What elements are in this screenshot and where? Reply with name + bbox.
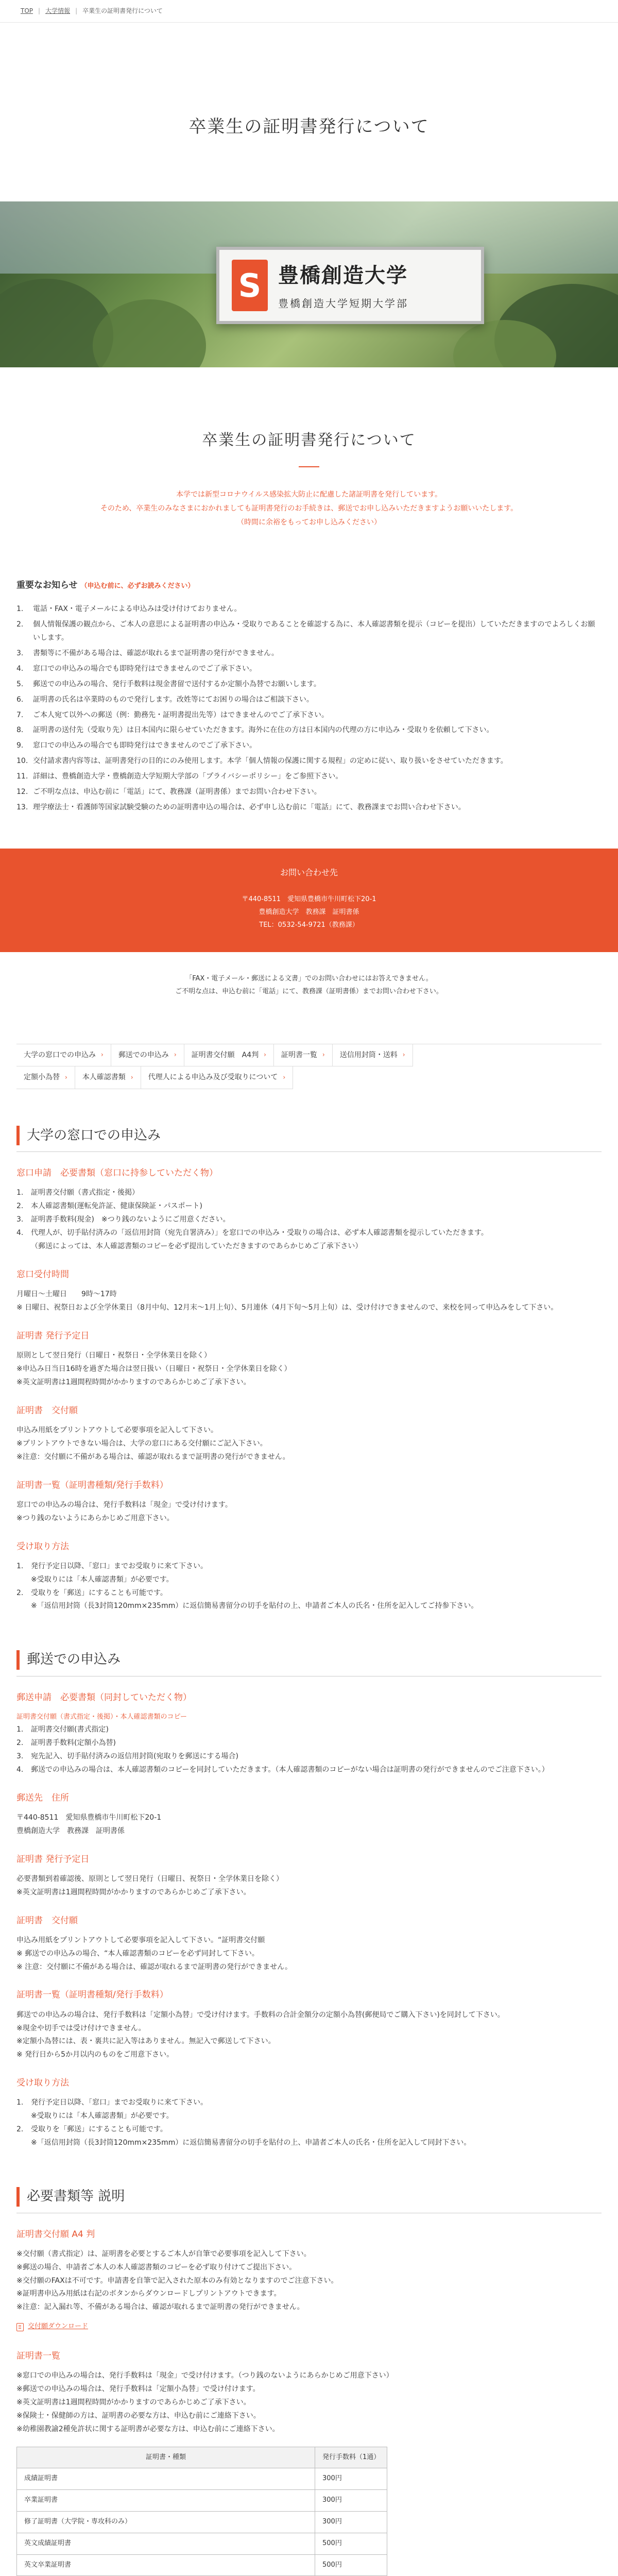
list-text: 証明書の送付先（受取り先）は日本国内に限らせていただきます。海外に在住の方は日本国内の代理の方に申込み・受取りを依頼して下さい。 bbox=[33, 726, 494, 735]
window-required-heading: 窓口申請 必要書類（窓口に持参していただく物） bbox=[16, 1168, 218, 1179]
table-row bbox=[17, 2533, 387, 2554]
form-line: ※ 注意：交付願に不備がある場合は、確認が取れるまで証明書の発行ができません。 bbox=[16, 1962, 293, 1971]
mail-required-heading bbox=[16, 1691, 602, 1705]
sign-university-name: 豊橋創造大学 bbox=[278, 264, 408, 288]
document-icon bbox=[16, 2323, 24, 2331]
breadcrumb-bar bbox=[0, 0, 618, 23]
sign-college-name: 豊橋創造大学短期大学部 bbox=[278, 297, 408, 310]
important-notice-note: （申込む前に、必ずお読みください） bbox=[80, 582, 195, 590]
section-tab[interactable] bbox=[111, 1044, 184, 1066]
window-hours-note: ※ 日曜日、祝祭日および全学休業日（8月中旬、12月末～1月上旬）、5月連休（4月下旬～5月上旬）は、受け付けできませんので、来校を同って申込みをして下さい。 bbox=[16, 1303, 558, 1312]
tab-label: 証明書一覧 bbox=[281, 1050, 317, 1059]
notice-item bbox=[16, 755, 602, 768]
window-hours-text: 月曜日～土曜日 9時～17時 bbox=[16, 1290, 117, 1299]
section-tab[interactable] bbox=[274, 1044, 333, 1066]
receive-item bbox=[16, 2096, 602, 2110]
receive-item bbox=[16, 2137, 602, 2150]
list-number: 10. bbox=[16, 757, 28, 766]
certificate-fee-cell: 500円 bbox=[315, 2533, 387, 2554]
heading-accent-bar bbox=[16, 1126, 20, 1145]
lead-line: 本学では新型コロナウイルス感染拡大防止に配慮した諸証明書を発行しています。 bbox=[176, 490, 442, 499]
list-number: 2. bbox=[16, 2125, 24, 2134]
table-row bbox=[17, 2512, 387, 2533]
chevron-right-icon: › bbox=[130, 1073, 133, 1081]
list-text: 証明書手数料(現金) ※つり銭のないようにご用意ください。 bbox=[31, 1215, 230, 1224]
list-text: ※受取りには「本人確認書類」が必要です。 bbox=[31, 1575, 174, 1584]
heading-accent-bar bbox=[16, 1650, 20, 1670]
mail-form-heading: 証明書 交付願 bbox=[16, 1915, 78, 1926]
notice-item bbox=[16, 724, 602, 737]
form-line: ※証明書申込み用紙は右記のボタンからダウンロードしプリントアウトできます。 bbox=[16, 2290, 281, 2298]
list-number bbox=[16, 2137, 31, 2150]
mail-form-text bbox=[16, 1934, 602, 1974]
notice-item bbox=[16, 739, 602, 753]
mail-address-heading: 郵送先 住所 bbox=[16, 1792, 69, 1803]
important-notice-list bbox=[16, 603, 602, 814]
important-notice-heading bbox=[16, 579, 602, 592]
receive-item bbox=[16, 2110, 602, 2123]
list-number: 11. bbox=[16, 772, 28, 781]
breadcrumb-current: 卒業生の証明書発行について bbox=[82, 7, 163, 14]
mail-fee-heading: 証明書一覧（証明書種類/発行手数料） bbox=[16, 1990, 168, 2001]
chevron-right-icon: › bbox=[65, 1073, 67, 1081]
list-number: 1. bbox=[16, 1189, 24, 1197]
list-text: 発行予定日以降、「窓口」までお受取りに来て下さい。 bbox=[31, 2098, 208, 2107]
list-text: 受取りを「郵送」にすることも可能です。 bbox=[31, 1588, 167, 1597]
fee-table bbox=[16, 2447, 387, 2576]
receive-item bbox=[16, 1560, 602, 1573]
list-text: 書類等に不備がある場合は、確認が取れるまで証明書の発行ができません。 bbox=[33, 649, 279, 658]
address-line: 豊橋創造大学 教務課 証明書係 bbox=[16, 1826, 125, 1835]
list-text: ご不明な点は、申込む前に「電話」にて、教務課（証明書係）までお問い合わせ下さい。 bbox=[33, 788, 321, 796]
certificate-note-line: ※英文証明書は1週間程時間がかかりますのであらかじめご了承下さい。 bbox=[16, 2398, 251, 2406]
certificate-type-cell: 英文卒業証明書 bbox=[17, 2554, 315, 2576]
window-issue-text bbox=[16, 1349, 602, 1389]
tab-label: 代理人による申込み及び受取りについて bbox=[148, 1073, 278, 1082]
certificate-note-line: ※窓口での申込みの場合は、発行手数料は「現金」で受け付けます。（つり銭のないようにあらかじめご用意下さい） bbox=[16, 2371, 393, 2380]
list-text: 宛先記入、切手貼付済みの返信用封筒(宛取りを郵送にする場合) bbox=[31, 1752, 238, 1760]
list-text: ご本人宛て以外への郵送（例：勤務先・証明書提出先等）はできませんのでご了承下さい。 bbox=[33, 710, 329, 719]
list-number: 2. bbox=[16, 1739, 24, 1747]
required-item bbox=[16, 1723, 602, 1737]
list-number: 1. bbox=[16, 1725, 24, 1734]
chevron-right-icon: › bbox=[283, 1073, 286, 1081]
list-number: 1. bbox=[16, 605, 24, 614]
mail-receive-list bbox=[16, 2096, 602, 2150]
table-row bbox=[17, 2490, 387, 2512]
list-number bbox=[16, 2110, 31, 2123]
certificate-fee-cell: 300円 bbox=[315, 2490, 387, 2512]
contact-note-line: 「FAX・電子メール・郵送による文書」でのお問い合わせにはお答えできません。 bbox=[185, 975, 433, 983]
address-line: 〒440-8511 愛知県豊橋市牛川町松下20-1 bbox=[16, 1813, 162, 1822]
list-number: 12. bbox=[16, 788, 28, 796]
chevron-right-icon: › bbox=[402, 1051, 405, 1059]
list-text: 本人確認書類(運転免許証、健康保険証・パスポート) bbox=[31, 1202, 202, 1211]
university-logo: S bbox=[232, 260, 268, 311]
notice-item bbox=[16, 709, 602, 722]
certificate-fee-cell: 300円 bbox=[315, 2512, 387, 2533]
heading-accent-bar bbox=[16, 2187, 20, 2207]
fee-table-header: 発行手数料（1通） bbox=[315, 2447, 387, 2468]
fee-line: ※ 発行日から5か月以内のものをご用意下さい。 bbox=[16, 2050, 174, 2059]
contact-title: お問い合わせ先 bbox=[280, 867, 338, 877]
download-form-label: 交付願ダウンロード bbox=[28, 2323, 89, 2331]
window-hours-heading: 窓口受付時間 bbox=[16, 1269, 69, 1280]
contact-office: 豊橋創造大学 教務課 証明書係 bbox=[259, 908, 359, 917]
window-receive-heading: 受け取り方法 bbox=[16, 1541, 69, 1552]
list-text: 理学療法士・看護師等国家試験受験のための証明書申込の場合は、必ず申し込む前に「電話」にて、教務課までお問い合わせ下さい。 bbox=[33, 803, 466, 811]
list-text: 交付請求書内容等は、証明書発行の目的にのみ使用します。本学「個人情報の保護に関する規程」の定めに従い、取り扱いをさせていただきます。 bbox=[33, 757, 508, 766]
tab-label: 送信用封筒・送料 bbox=[339, 1050, 398, 1059]
certificate-fee-cell: 300円 bbox=[315, 2468, 387, 2490]
breadcrumb-home-link[interactable]: TOP bbox=[21, 7, 33, 14]
tab-row bbox=[16, 1044, 602, 1066]
certificate-note-line: ※幼稚園教諭2種免許状に関する証明書が必要な方は、申込む前にご連絡下さい。 bbox=[16, 2425, 280, 2433]
notice-item bbox=[16, 770, 602, 784]
list-number: 4. bbox=[16, 1765, 24, 1774]
form-line: 申込み用紙をプリントアウトして必要事項を記入して下さい。 bbox=[16, 1426, 218, 1434]
notice-item bbox=[16, 678, 602, 691]
list-number: 13. bbox=[16, 803, 28, 811]
list-text: 詳細は、豊橋創造大学・豊橋創造大学短期大学部の「プライバシーポリシー」をご参照下さい。 bbox=[33, 772, 343, 781]
required-item bbox=[16, 1227, 602, 1240]
certificate-list-text bbox=[16, 2369, 602, 2436]
tab-label: 大学の窓口での申込み bbox=[24, 1050, 96, 1059]
list-text: 証明書手数料(定額小為替) bbox=[31, 1739, 116, 1747]
list-number: 1. bbox=[16, 2098, 24, 2107]
form-line: ※交付願（書式指定）は、証明書を必要とするご本人が自筆で必要事項を記入して下さい。 bbox=[16, 2249, 311, 2258]
mail-section-title: 郵送での申込み bbox=[27, 1652, 121, 1668]
issue-line: ※申込み日当日16時を過ぎた場合は翌日扱い（日曜日・祝祭日・全学休業日を除く） bbox=[16, 1364, 291, 1373]
window-form-text bbox=[16, 1424, 602, 1464]
window-receive-list bbox=[16, 1560, 602, 1614]
mail-required-sub: 証明書交付願（書式指定・後掲）・本人確認書類のコピー bbox=[16, 1713, 187, 1721]
section-tab[interactable] bbox=[184, 1044, 274, 1066]
issue-line: 原則として翌日発行（日曜日・祝祭日・全学休業日を除く） bbox=[16, 1351, 211, 1360]
mail-required-list bbox=[16, 1723, 602, 1777]
window-fee-text bbox=[16, 1499, 602, 1526]
list-text: 窓口での申込みの場合でも即時発行はできませんのでご了承下さい。 bbox=[33, 664, 256, 673]
list-text: 郵送での申込みの場合、発行手数料は現金書留で送付するか定額小為替でお願いします。 bbox=[33, 680, 321, 688]
notice-item bbox=[16, 647, 602, 660]
form-line: ※プリントアウトできない場合は、大学の窓口にある交付願にご記入下さい。 bbox=[16, 1439, 267, 1448]
mail-issue-heading: 証明書 発行予定日 bbox=[16, 1854, 90, 1865]
title-underline bbox=[299, 466, 319, 467]
certificate-type-cell: 卒業証明書 bbox=[17, 2490, 315, 2512]
list-number: 3. bbox=[16, 1215, 24, 1224]
list-number: 6. bbox=[16, 695, 24, 704]
documents-form-heading: 証明書交付願 A4 判 bbox=[16, 2229, 95, 2240]
required-item bbox=[16, 1764, 602, 1777]
documents-form-text bbox=[16, 2248, 602, 2314]
list-text: ※「返信用封筒（長3封筒120mm×235mm）に返信簡易書留分の切手を貼付の上、申請者ご本人の氏名・住所を記入してご持参下さい。 bbox=[31, 1602, 478, 1611]
chevron-right-icon: › bbox=[174, 1051, 177, 1059]
list-number: 2. bbox=[16, 1202, 24, 1211]
list-number: 3. bbox=[16, 649, 24, 658]
hero-image bbox=[0, 201, 618, 367]
required-item bbox=[16, 1213, 602, 1227]
contact-note bbox=[0, 973, 618, 998]
list-number: 9. bbox=[16, 741, 24, 750]
list-text: 受取りを「郵送」にすることも可能です。 bbox=[31, 2125, 167, 2134]
window-required-list bbox=[16, 1187, 602, 1240]
form-line: ※郵送の場合、申請者ご本人の本人確認書類のコピーを必ず取り付けてご提出下さい。 bbox=[16, 2263, 297, 2272]
issue-line: ※英文証明書は1週間程時間がかかりますのであらかじめご了承下さい。 bbox=[16, 1378, 251, 1386]
list-number: 4. bbox=[16, 1229, 24, 1238]
documents-section-title: 必要書類等 説明 bbox=[27, 2188, 125, 2204]
section-tab[interactable] bbox=[16, 1066, 75, 1089]
tab-label: 郵送での申込み bbox=[118, 1050, 169, 1059]
list-number: 2. bbox=[16, 1588, 24, 1597]
window-form-heading: 証明書 交付願 bbox=[16, 1405, 78, 1416]
notice-item bbox=[16, 663, 602, 676]
section-title: 卒業生の証明書発行について bbox=[202, 431, 416, 450]
section-tab[interactable] bbox=[141, 1066, 294, 1089]
notice-item bbox=[16, 618, 602, 645]
list-text: 郵送での申込みの場合は、本人確認書類のコピーを同封していただきます。（本人確認書類のコピーがない場合は証明書の発行ができませんのでご注意下さい。） bbox=[31, 1765, 549, 1774]
lead-text bbox=[0, 488, 618, 529]
certificate-type-cell: 修了証明書（大学院・専攻科のみ） bbox=[17, 2512, 315, 2533]
list-number bbox=[16, 1600, 31, 1613]
important-notice-title: 重要なお知らせ bbox=[16, 580, 78, 591]
certificate-note-line: ※保険士・保健師の方は、証明書の必要な方は、申込む前にご連絡下さい。 bbox=[16, 2411, 261, 2420]
list-text: 代理人が、切手貼付済みの「返信用封筒（宛先自署済み）」を窓口での申込み・受取りの場合は、必ず本人確認書類を提示していただきます。 bbox=[31, 1229, 488, 1238]
list-text: 証明書交付願（書式指定・後掲） bbox=[31, 1189, 139, 1197]
contact-phone: TEL：0532-54-9721（教務課） bbox=[259, 921, 359, 929]
list-number: 8. bbox=[16, 726, 24, 735]
lead-line: そのため、卒業生のみなさまにおかれましても証明書発行のお手続きは、郵送でお申し込みいただきますようお願いいたします。 bbox=[100, 504, 518, 513]
mail-required-title: 郵送申請 必要書類（同封していただく物） bbox=[16, 1692, 192, 1703]
chevron-right-icon: › bbox=[264, 1051, 266, 1059]
certificate-type-cell: 英文成績証明書 bbox=[17, 2533, 315, 2554]
list-text: 証明書交付願(書式指定) bbox=[31, 1725, 109, 1734]
hero-tree bbox=[93, 299, 206, 367]
certificate-fee-cell: 500円 bbox=[315, 2554, 387, 2576]
university-sign bbox=[216, 247, 484, 324]
chevron-right-icon: › bbox=[101, 1051, 104, 1059]
chevron-right-icon: › bbox=[322, 1051, 325, 1059]
tab-row bbox=[16, 1066, 602, 1089]
section-tab[interactable] bbox=[16, 1044, 111, 1066]
fee-table-wrapper bbox=[16, 2447, 602, 2576]
fee-table-body bbox=[17, 2468, 387, 2576]
list-text: 窓口での申込みの場合でも即時発行はできませんのでご了承下さい。 bbox=[33, 741, 256, 750]
section-tabs bbox=[16, 1044, 602, 1089]
list-text: ※受取りには「本人確認書類」が必要です。 bbox=[31, 2112, 174, 2121]
list-number: 3. bbox=[16, 1752, 24, 1760]
documents-section-heading bbox=[16, 2186, 602, 2213]
form-line: 申込み用紙をプリントアウトして必要事項を記入して下さい。“証明書交付願 bbox=[16, 1936, 265, 1944]
mail-section-heading bbox=[16, 1649, 602, 1676]
breadcrumb-separator: | bbox=[75, 7, 78, 14]
tab-label: 本人確認書類 bbox=[82, 1073, 126, 1082]
list-number: 1. bbox=[16, 1562, 24, 1570]
fee-line: ※定額小為替には、表・裏共に記入等はありません。無記入で郵送して下さい。 bbox=[16, 2037, 276, 2046]
window-required-note: （郵送によっては、本人確認書類のコピーを必ず提出していただきますのであらかじめご了承下さい） bbox=[31, 1242, 363, 1250]
form-line: ※交付願のFAXは不可です。申請書を自筆で記入された原本のみ有効となりますのでご注意下さい。 bbox=[16, 2276, 338, 2285]
list-text: 証明書の氏名は卒業時のもので発行します。改姓等にてお困りの場合はご相談下さい。 bbox=[33, 695, 314, 704]
issue-line: 必要書類到着確認後、原則として翌日発行（日曜日、祝祭日・全学休業日を除く） bbox=[16, 1874, 283, 1883]
window-section-title: 大学の窓口での申込み bbox=[27, 1127, 161, 1143]
window-fee-heading: 証明書一覧（証明書種類/発行手数料） bbox=[16, 1480, 168, 1490]
required-item bbox=[16, 1187, 602, 1200]
list-number: 5. bbox=[16, 680, 24, 688]
window-issue-heading: 証明書 発行予定日 bbox=[16, 1330, 90, 1341]
fee-line: ※現金や切手では受け付けできません。 bbox=[16, 2024, 146, 2032]
list-text: 個人情報保護の観点から、ご本人の意思による証明書の申込み・受取りであることを確認する為に、本人確認書類を提示（コピーを提出）していただきますのでよろしくお願いします。 bbox=[33, 620, 595, 642]
fee-line: 窓口での申込みの場合は、発行手数料は「現金」で受け付けます。 bbox=[16, 1500, 232, 1509]
certificate-type-cell: 成績証明書 bbox=[17, 2468, 315, 2490]
fee-line: 郵送での申込みの場合は、発行手数料は「定額小為替」で受け付けます。手数料の合計金額分の定額小為替(郵便局でご購入下さい)を同封して下さい。 bbox=[16, 2010, 505, 2019]
notice-item bbox=[16, 801, 602, 815]
certificate-note-line: ※郵送での申込みの場合は、発行手数料は「定額小為替」で受け付けます。 bbox=[16, 2385, 260, 2394]
mail-address-text bbox=[16, 1811, 602, 1838]
form-line: ※注意：交付願に不備がある場合は、確認が取れるまで証明書の発行ができません。 bbox=[16, 1452, 290, 1461]
notice-item bbox=[16, 786, 602, 799]
receive-item bbox=[16, 1600, 602, 1613]
list-number bbox=[16, 1573, 31, 1587]
window-section-heading bbox=[16, 1125, 602, 1153]
table-row bbox=[17, 2554, 387, 2576]
download-form-link[interactable] bbox=[16, 2321, 88, 2332]
notice-item bbox=[16, 603, 602, 616]
list-text: ※「返信用封筒（長3封筒120mm×235mm）に返信簡易書留分の切手を貼付の上、申請者ご本人の氏名・住所を記入して同封下さい。 bbox=[31, 2139, 471, 2147]
required-item bbox=[16, 1750, 602, 1764]
fee-line: ※つり銭のないようにあらかじめご用意下さい。 bbox=[16, 1514, 174, 1522]
tab-label: 証明書交付願 A4判 bbox=[191, 1050, 259, 1059]
list-number: 4. bbox=[16, 664, 24, 673]
section-tab[interactable] bbox=[333, 1044, 413, 1066]
receive-item bbox=[16, 1587, 602, 1600]
breadcrumb-parent-link[interactable]: 大学情報 bbox=[45, 7, 71, 14]
list-number: 7. bbox=[16, 710, 24, 719]
notice-item bbox=[16, 693, 602, 707]
page-title: 卒業生の証明書発行について bbox=[188, 116, 430, 137]
receive-item bbox=[16, 1573, 602, 1587]
receive-item bbox=[16, 2123, 602, 2137]
table-row bbox=[17, 2468, 387, 2490]
lead-line: （時間に余裕をもってお申し込みください） bbox=[237, 518, 381, 527]
list-text: 電話・FAX・電子メールによる申込みは受け付けておりません。 bbox=[33, 605, 242, 614]
form-line: ※注意：記入漏れ等、不備がある場合は、確認が取れるまで証明書の発行ができません。 bbox=[16, 2303, 304, 2312]
form-line: ※ 郵送での申込みの場合、“本人確認書類のコピーを必ず同封して下さい。 bbox=[16, 1949, 259, 1958]
list-number: 2. bbox=[16, 620, 24, 629]
fee-table-header: 証明書・種類 bbox=[17, 2447, 315, 2468]
tab-label: 定額小為替 bbox=[24, 1073, 60, 1082]
required-item bbox=[16, 1200, 602, 1213]
breadcrumb-separator: | bbox=[38, 7, 41, 14]
contact-note-line: ご不明な点は、申込む前に「電話」にて、教務課（証明書係）までお問い合わせ下さい。 bbox=[175, 988, 443, 996]
contact-address: 〒440-8511 愛知県豊橋市牛川町松下20-1 bbox=[242, 895, 376, 904]
contact-box bbox=[0, 849, 618, 953]
mail-receive-heading: 受け取り方法 bbox=[16, 2078, 69, 2089]
required-item bbox=[16, 1737, 602, 1750]
list-text: 発行予定日以降、「窓口」までお受取りに来て下さい。 bbox=[31, 1562, 208, 1570]
section-tab[interactable] bbox=[75, 1066, 141, 1089]
issue-line: ※英文証明書は1週間程時間がかかりますのであらかじめご了承下さい。 bbox=[16, 1888, 251, 1896]
mail-issue-text bbox=[16, 1873, 602, 1900]
certificate-list-heading: 証明書一覧 bbox=[16, 2350, 60, 2361]
mail-fee-text bbox=[16, 2009, 602, 2062]
